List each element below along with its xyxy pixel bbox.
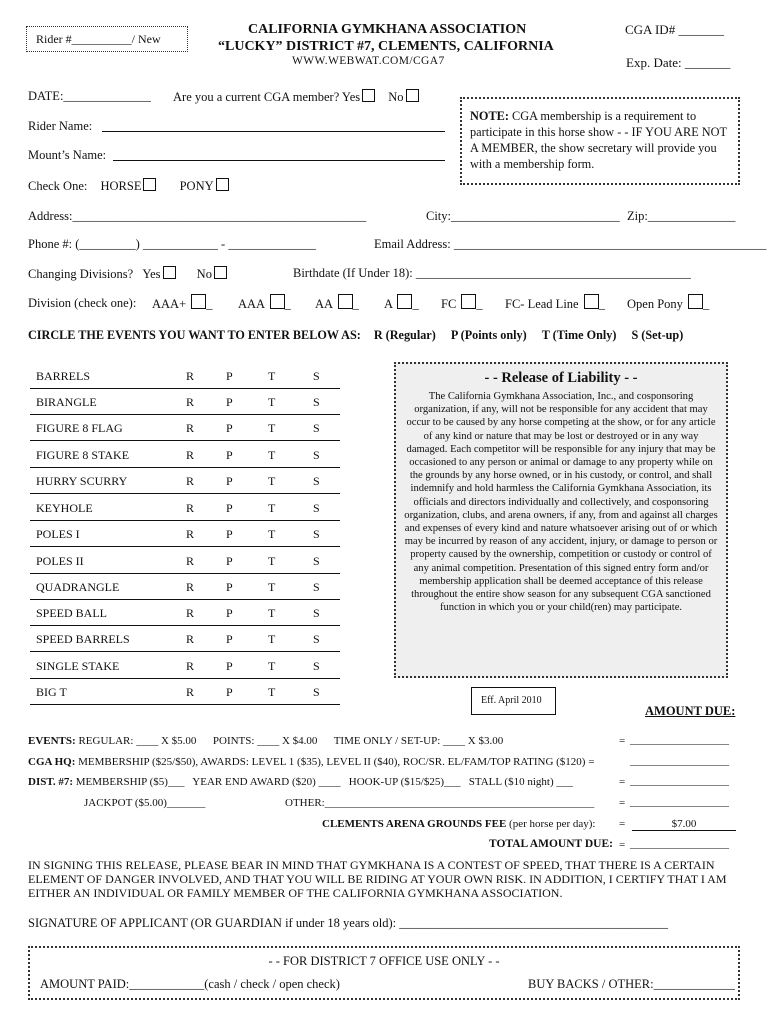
division-checkbox[interactable] bbox=[191, 294, 206, 309]
dist-fee-total[interactable]: __________________ bbox=[630, 775, 729, 787]
event-option-p[interactable]: P bbox=[226, 580, 233, 594]
total-amount-field[interactable]: __________________ bbox=[630, 838, 729, 850]
dist-fee-text[interactable]: MEMBERSHIP ($5)___ YEAR END AWARD ($20) ____ HOOK-UP ($15/$25)___ STALL ($10 night) ___ bbox=[75, 776, 573, 788]
amount-paid-field[interactable]: AMOUNT PAID:____________(cash / check / open check) bbox=[40, 977, 340, 991]
division-checkbox[interactable] bbox=[338, 294, 353, 309]
events-fee-label: EVENTS: bbox=[28, 735, 76, 747]
event-row bbox=[30, 599, 340, 626]
check-one-label: Check One: bbox=[28, 179, 88, 193]
member-no-label: No bbox=[388, 90, 404, 104]
event-option-t[interactable]: T bbox=[268, 580, 276, 594]
legend-points: P (Points only) bbox=[450, 328, 527, 342]
changing-no-label: No bbox=[196, 267, 212, 281]
pony-label: PONY bbox=[179, 179, 214, 193]
mount-name-label: Mount’s Name: bbox=[28, 148, 107, 162]
pony-checkbox[interactable] bbox=[216, 178, 229, 191]
event-name: BIG T bbox=[36, 685, 67, 699]
legend-time: T (Time Only) bbox=[541, 328, 617, 342]
district-title: “LUCKY” DISTRICT #7, CLEMENTS, CALIFORNIA bbox=[218, 39, 554, 54]
event-option-r[interactable]: R bbox=[186, 632, 195, 646]
division-aaa[interactable]: AAA _ bbox=[238, 294, 291, 312]
event-option-t[interactable]: T bbox=[268, 632, 276, 646]
division-option-label: A bbox=[384, 297, 393, 311]
total-amount-eq: = bbox=[619, 839, 626, 851]
event-name: SINGLE STAKE bbox=[36, 659, 120, 673]
note-text bbox=[470, 108, 732, 172]
dist-fee-eq: = bbox=[619, 776, 626, 788]
event-option-t[interactable]: T bbox=[268, 685, 276, 699]
rider-number-box[interactable] bbox=[26, 26, 188, 52]
event-option-s[interactable]: S bbox=[313, 395, 320, 409]
grounds-fee-sub: (per horse per day): bbox=[509, 818, 596, 830]
division-fc-lead-line[interactable]: FC- Lead Line _ bbox=[505, 294, 605, 312]
event-option-r[interactable]: R bbox=[186, 527, 195, 541]
event-option-p[interactable]: P bbox=[226, 554, 233, 568]
event-option-r[interactable]: R bbox=[186, 369, 195, 383]
event-option-r[interactable]: R bbox=[186, 448, 195, 462]
events-fee-total[interactable]: __________________ bbox=[630, 734, 729, 746]
office-use-title: - - FOR DISTRICT 7 OFFICE USE ONLY - - bbox=[268, 954, 500, 968]
division-checkbox[interactable] bbox=[688, 294, 703, 309]
division-option-label: FC- Lead Line bbox=[505, 297, 579, 311]
event-row bbox=[30, 573, 340, 600]
other-field[interactable]: OTHER:_________________________________________________ bbox=[285, 797, 595, 809]
event-option-s[interactable]: S bbox=[313, 448, 320, 462]
event-option-r[interactable]: R bbox=[186, 554, 195, 568]
event-name: POLES II bbox=[36, 554, 84, 568]
cga-id[interactable]: CGA ID# _______ bbox=[625, 22, 724, 37]
note-label: NOTE: bbox=[470, 109, 509, 123]
changing-no-checkbox[interactable] bbox=[214, 266, 227, 279]
event-row bbox=[30, 520, 340, 547]
event-option-s[interactable]: S bbox=[313, 606, 320, 620]
event-option-p[interactable]: P bbox=[226, 606, 233, 620]
horse-label: HORSE bbox=[100, 179, 142, 193]
dist-fee-row bbox=[28, 776, 573, 788]
changing-yes-checkbox[interactable] bbox=[163, 266, 176, 279]
event-name: KEYHOLE bbox=[36, 501, 93, 515]
event-option-r[interactable]: R bbox=[186, 659, 195, 673]
grounds-fee-eq: = bbox=[619, 818, 626, 830]
member-question-label: Are you a current CGA member? Yes bbox=[173, 90, 361, 104]
city-field[interactable]: City:___________________________ bbox=[426, 209, 620, 223]
circle-events-heading bbox=[28, 328, 683, 343]
note-body: CGA membership is a requirement to participate in this horse show - - IF YOU ARE NOT A MEMBER, the show secretary will provide you with a membership form. bbox=[470, 109, 727, 171]
event-option-p[interactable]: P bbox=[226, 421, 233, 435]
event-row bbox=[30, 362, 340, 389]
event-option-r[interactable]: R bbox=[186, 685, 195, 699]
division-checkbox[interactable] bbox=[270, 294, 285, 309]
other-eq: = bbox=[619, 797, 626, 809]
buy-backs-field[interactable]: BUY BACKS / OTHER:_____________ bbox=[528, 977, 735, 991]
event-option-t[interactable]: T bbox=[268, 501, 276, 515]
event-option-p[interactable]: P bbox=[226, 659, 233, 673]
division-option-label: Open Pony bbox=[627, 297, 683, 311]
date-field[interactable]: DATE:______________ bbox=[28, 89, 151, 103]
event-option-r[interactable]: R bbox=[186, 474, 195, 488]
division-checkbox[interactable] bbox=[461, 294, 476, 309]
changing-divisions-label: Changing Divisions? bbox=[28, 267, 134, 281]
event-option-p[interactable]: P bbox=[226, 685, 233, 699]
event-row bbox=[30, 652, 340, 679]
event-option-r[interactable]: R bbox=[186, 580, 195, 594]
division-option-label: FC bbox=[441, 297, 457, 311]
event-option-p[interactable]: P bbox=[226, 474, 233, 488]
total-amount-label: TOTAL AMOUNT DUE: bbox=[489, 838, 613, 850]
division-option-label: AA bbox=[315, 297, 333, 311]
division-option-label: AAA bbox=[238, 297, 265, 311]
division-option-label: AAA+ bbox=[152, 297, 187, 311]
event-row bbox=[30, 547, 340, 574]
event-option-t[interactable]: T bbox=[268, 527, 276, 541]
division-aaa-plus[interactable]: AAA+ _ bbox=[152, 294, 213, 312]
amount-due-heading: AMOUNT DUE: bbox=[645, 704, 736, 718]
event-row bbox=[30, 494, 340, 521]
release-body: The California Gymkhana Association, Inc., and cosponsoring organization, if any, will not be responsible for any accident that may occur to be caused by any horse competing at the show, or for any article of any kind or nature that may be lost or destroyed or in any way damaged. Each competitor will be responsible for any injury that may be occasioned to any person or animal or damage to any property while on the grounds by any horse owned, or in his custody, or control, and shall indemnify and hold harmless the California Gymkhana Association, its officials and directors individually and collectively, and cosponsoring organization, clubs, and arena owners, if any, from and against all charges and expenses of every kind and nature whatsoever arising out of or which may be incurred by reason of any accident, injury, or damage to person or property caused by the ownership, competition or custody or control of any animal competition. Presentation of this signed entry form and/or membership application shall be deemed acceptance of this release throughout the entire show season for any subsequent CGA sanctioned function in which you or your child(ren) may participate. bbox=[404, 391, 718, 614]
grounds-fee-label: CLEMENTS ARENA GROUNDS FEE bbox=[322, 818, 507, 830]
birthdate-field[interactable]: Birthdate (If Under 18): ____________________________________________ bbox=[293, 266, 691, 280]
grounds-fee-amount: $7.00 bbox=[671, 818, 697, 830]
office-use-box bbox=[28, 946, 740, 1000]
event-option-s[interactable]: S bbox=[313, 580, 320, 594]
event-name: SPEED BARRELS bbox=[36, 632, 130, 646]
event-option-p[interactable]: P bbox=[226, 448, 233, 462]
event-row bbox=[30, 441, 340, 468]
division-a[interactable]: A _ bbox=[384, 294, 419, 312]
event-row bbox=[30, 467, 340, 494]
event-name: FIGURE 8 FLAG bbox=[36, 421, 123, 435]
events-fee-eq: = bbox=[619, 735, 626, 747]
event-option-s[interactable]: S bbox=[313, 527, 320, 541]
event-option-p[interactable]: P bbox=[226, 369, 233, 383]
event-option-t[interactable]: T bbox=[268, 369, 276, 383]
hq-fee-total[interactable]: __________________ bbox=[630, 755, 729, 767]
event-row bbox=[30, 678, 340, 705]
hq-fee-label: CGA HQ: bbox=[28, 756, 76, 768]
event-option-t[interactable]: T bbox=[268, 659, 276, 673]
events-fee-text[interactable]: REGULAR: ____ X $5.00 POINTS: ____ X $4.00 TIME ONLY / SET-UP: ____ X $3.00 bbox=[78, 735, 504, 747]
note-box bbox=[460, 97, 740, 185]
event-option-p[interactable]: P bbox=[226, 527, 233, 541]
eff-box bbox=[471, 687, 556, 715]
events-fee-row bbox=[28, 735, 503, 747]
event-option-r[interactable]: R bbox=[186, 501, 195, 515]
event-option-t[interactable]: T bbox=[268, 448, 276, 462]
event-option-t[interactable]: T bbox=[268, 606, 276, 620]
changing-divisions-row bbox=[28, 266, 227, 282]
circle-instruction: CIRCLE THE EVENTS YOU WANT TO ENTER BELOW AS: bbox=[28, 328, 361, 342]
event-option-t[interactable]: T bbox=[268, 554, 276, 568]
member-no-checkbox[interactable] bbox=[406, 89, 419, 102]
event-option-t[interactable]: T bbox=[268, 395, 276, 409]
event-row bbox=[30, 388, 340, 415]
rider-name-label: Rider Name: bbox=[28, 119, 93, 133]
event-name: QUADRANGLE bbox=[36, 580, 120, 594]
member-yes-checkbox[interactable] bbox=[362, 89, 375, 102]
event-option-p[interactable]: P bbox=[226, 632, 233, 646]
event-name: HURRY SCURRY bbox=[36, 474, 128, 488]
hq-fee-row bbox=[28, 756, 594, 768]
org-title: CALIFORNIA GYMKHANA ASSOCIATION bbox=[248, 22, 527, 37]
event-option-r[interactable]: R bbox=[186, 421, 195, 435]
signature-field[interactable]: SIGNATURE OF APPLICANT (OR GUARDIAN if under 18 years old): ___________________________________________ bbox=[28, 916, 669, 930]
event-option-s[interactable]: S bbox=[313, 685, 320, 699]
event-option-s[interactable]: S bbox=[313, 632, 320, 646]
legend-setup: S (Set-up) bbox=[631, 328, 684, 342]
check-one-row bbox=[28, 178, 229, 194]
event-option-s[interactable]: S bbox=[313, 421, 320, 435]
event-row bbox=[30, 414, 340, 441]
exp-date[interactable]: Exp. Date: _______ bbox=[626, 55, 731, 70]
event-option-s[interactable]: S bbox=[313, 474, 320, 488]
division-checkbox[interactable] bbox=[584, 294, 599, 309]
event-name: BARRELS bbox=[36, 369, 91, 383]
event-option-s[interactable]: S bbox=[313, 659, 320, 673]
division-fc[interactable]: FC _ bbox=[441, 294, 483, 312]
eff-label: Eff. April 2010 bbox=[481, 695, 542, 706]
division-checkbox[interactable] bbox=[397, 294, 412, 309]
rider-name-line[interactable] bbox=[102, 131, 445, 132]
release-title: - - Release of Liability - - bbox=[484, 370, 638, 386]
event-name: SPEED BALL bbox=[36, 606, 108, 620]
event-option-s[interactable]: S bbox=[313, 369, 320, 383]
event-name: BIRANGLE bbox=[36, 395, 97, 409]
zip-field[interactable]: Zip:______________ bbox=[627, 209, 736, 223]
division-aa[interactable]: AA _ bbox=[315, 294, 359, 312]
signing-statement: IN SIGNING THIS RELEASE, PLEASE BEAR IN MIND THAT GYMKHANA IS A CONTEST OF SPEED, THAT THERE IS A CERTAIN ELEMENT OF DANGER INVOLVED, AND THAT YOU WILL BE RIDING AT YOUR OWN RISK. IN ADDITION, I CERTIFY THAT I AM EITHER AN INDIVIDUAL OR FAMILY MEMBER OF THE CALIFORNIA GYMKHANA ASSOCIATION. bbox=[28, 858, 727, 900]
event-name: FIGURE 8 STAKE bbox=[36, 448, 130, 462]
event-name: POLES I bbox=[36, 527, 80, 541]
event-option-s[interactable]: S bbox=[313, 501, 320, 515]
website: WWW.WEBWAT.COM/CGA7 bbox=[292, 55, 445, 67]
grounds-fee-row bbox=[322, 818, 595, 830]
event-option-s[interactable]: S bbox=[313, 554, 320, 568]
horse-checkbox[interactable] bbox=[143, 178, 156, 191]
hq-fee-text[interactable]: MEMBERSHIP ($25/$50), AWARDS: LEVEL 1 ($35), LEVEL II ($40), ROC/SR. EL/FAM/TOP RATING ($120) = bbox=[78, 756, 595, 768]
member-question bbox=[173, 89, 419, 105]
event-option-t[interactable]: T bbox=[268, 421, 276, 435]
rider-number-label: Rider #__________/ New bbox=[36, 32, 161, 46]
mount-name-line[interactable] bbox=[113, 160, 445, 161]
jackpot-field[interactable]: JACKPOT ($5.00)_______ bbox=[84, 797, 206, 809]
division-open-pony[interactable]: Open Pony _ bbox=[627, 294, 709, 312]
grounds-fee-value bbox=[632, 818, 736, 831]
event-option-p[interactable]: P bbox=[226, 501, 233, 515]
legend-regular: R (Regular) bbox=[373, 328, 436, 342]
division-label: Division (check one): bbox=[28, 296, 137, 310]
event-option-r[interactable]: R bbox=[186, 395, 195, 409]
event-option-p[interactable]: P bbox=[226, 395, 233, 409]
other-total[interactable]: __________________ bbox=[630, 796, 729, 808]
address-field[interactable]: Address:_______________________________________________ bbox=[28, 209, 367, 223]
event-option-r[interactable]: R bbox=[186, 606, 195, 620]
event-row bbox=[30, 625, 340, 652]
phone-field[interactable]: Phone #: (_________) ____________ - ______________ bbox=[28, 237, 316, 251]
dist-fee-label: DIST. #7: bbox=[28, 776, 74, 788]
release-box bbox=[394, 362, 728, 678]
email-field[interactable]: Email Address: __________________________________________________ bbox=[374, 237, 767, 251]
changing-yes-label: Yes bbox=[142, 267, 161, 281]
event-option-t[interactable]: T bbox=[268, 474, 276, 488]
